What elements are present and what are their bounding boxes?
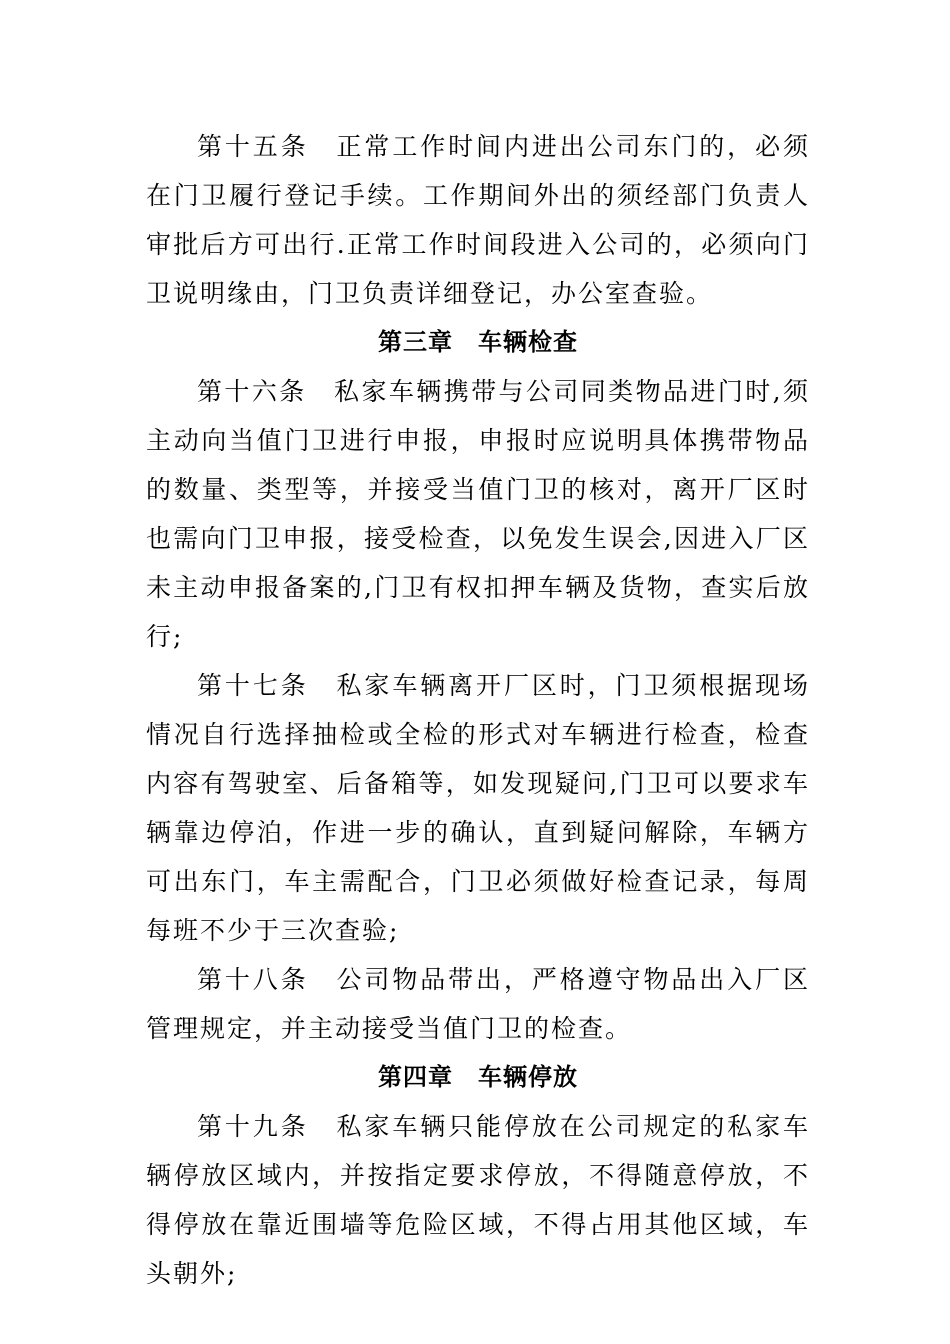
chapter-3-heading: 第三章 车辆检查 [378,328,578,356]
article-16: 第十六条 私家车辆携带与公司同类物品进门时,须主动向当值门卫进行申报，申报时应说明具体携带物品的数量、类型等，并接受当值门卫的核对，离开厂区时也需向门卫申报，接受检查，以免发生误会,因进入厂区未主动申报备案的,门卫有权扣押车辆及货物，查实后放行; [146,377,810,651]
chapter-4-heading: 第四章 车辆停放 [378,1063,578,1091]
article-19: 第十九条 私家车辆只能停放在公司规定的私家车辆停放区域内，并按指定要求停放，不得随意停放，不得停放在靠近围墙等危险区域，不得占用其他区域，车头朝外; [146,1112,810,1288]
document-body [146,122,810,1298]
article-18: 第十八条 公司物品带出，严格遵守物品出入厂区管理规定，并主动接受当值门卫的检查。 [146,965,810,1043]
article-17: 第十七条 私家车辆离开厂区时，门卫须根据现场情况自行选择抽检或全检的形式对车辆进行检查，检查内容有驾驶室、后备箱等，如发现疑问,门卫可以要求车辆靠边停泊，作进一步的确认，直到疑问解除，车辆方可出东门，车主需配合，门卫必须做好检查记录，每周每班不少于三次查验; [146,671,810,945]
article-15: 第十五条 正常工作时间内进出公司东门的，必须在门卫履行登记手续。工作期间外出的须经部门负责人审批后方可出行.正常工作时间段进入公司的，必须向门卫说明缘由，门卫负责详细登记，办公室查验。 [146,132,810,308]
